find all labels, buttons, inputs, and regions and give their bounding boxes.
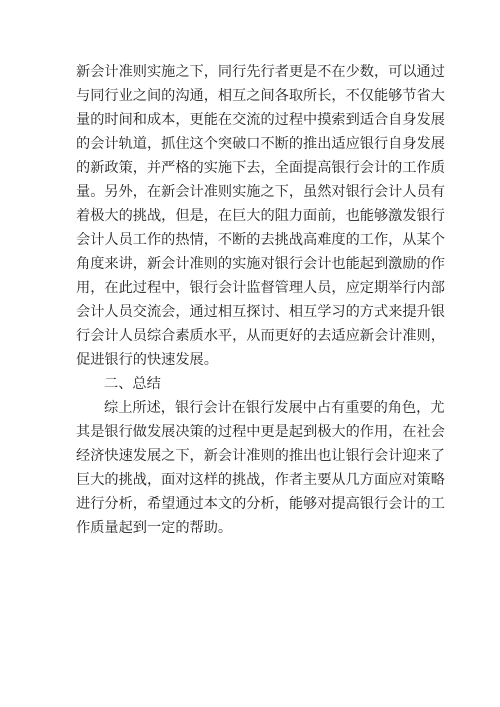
paragraph-1-line: 的新政策，并严格的实施下去，全面提高银行会计的工作质: [76, 160, 445, 176]
paragraph-1-line: 会计人员交流会，通过相互探讨、相互学习的方式来提升银: [76, 304, 445, 320]
paragraph-1-line: 角度来讲，新会计准则的实施对银行会计也能起到激励的作: [76, 256, 445, 272]
paragraph-2-line: 巨大的挑战，面对这样的挑战，作者主要从几方面应对策略: [76, 472, 445, 488]
paragraph-2-line: 其是银行做发展决策的过程中更是起到极大的作用，在社会: [76, 424, 445, 440]
paragraph-1-line: 会计人员工作的热情，不断的去挑战高难度的工作，从某个: [76, 232, 445, 248]
paragraph-1-line: 的会计轨道，抓住这个突破口不断的推出适应银行自身发展: [76, 136, 445, 152]
paragraph-2-line: 作质量起到一定的帮助。: [76, 520, 233, 536]
paragraph-1-line: 用，在此过程中，银行会计监督管理人员，应定期举行内部: [76, 280, 445, 296]
paragraph-2-line: 经济快速发展之下，新会计准则的推出也让银行会计迎来了: [76, 448, 445, 464]
paragraph-1-line: 量。另外，在新会计准则实施之下，虽然对银行会计人员有: [76, 184, 445, 200]
section-heading: 二、总结: [104, 376, 161, 392]
paragraph-2-line: 综上所述，银行会计在银行发展中占有重要的角色，尤: [104, 400, 445, 416]
paragraph-1-line: 促进银行的快速发展。: [76, 352, 218, 368]
paragraph-2-line: 进行分析，希望通过本文的分析，能够对提高银行会计的工: [76, 496, 445, 512]
paragraph-1-line: 着极大的挑战，但是，在巨大的阻力面前，也能够激发银行: [76, 208, 445, 224]
paragraph-1-line: 新会计准则实施之下，同行先行者更是不在少数，可以通过: [76, 64, 445, 80]
paragraph-1-line: 与同行业之间的沟通，相互之间各取所长，不仅能够节省大: [76, 88, 445, 104]
paragraph-1-line: 行会计人员综合素质水平，从而更好的去适应新会计准则，: [76, 328, 445, 344]
paragraph-1-line: 量的时间和成本，更能在交流的过程中摸索到适合自身发展: [76, 112, 445, 128]
